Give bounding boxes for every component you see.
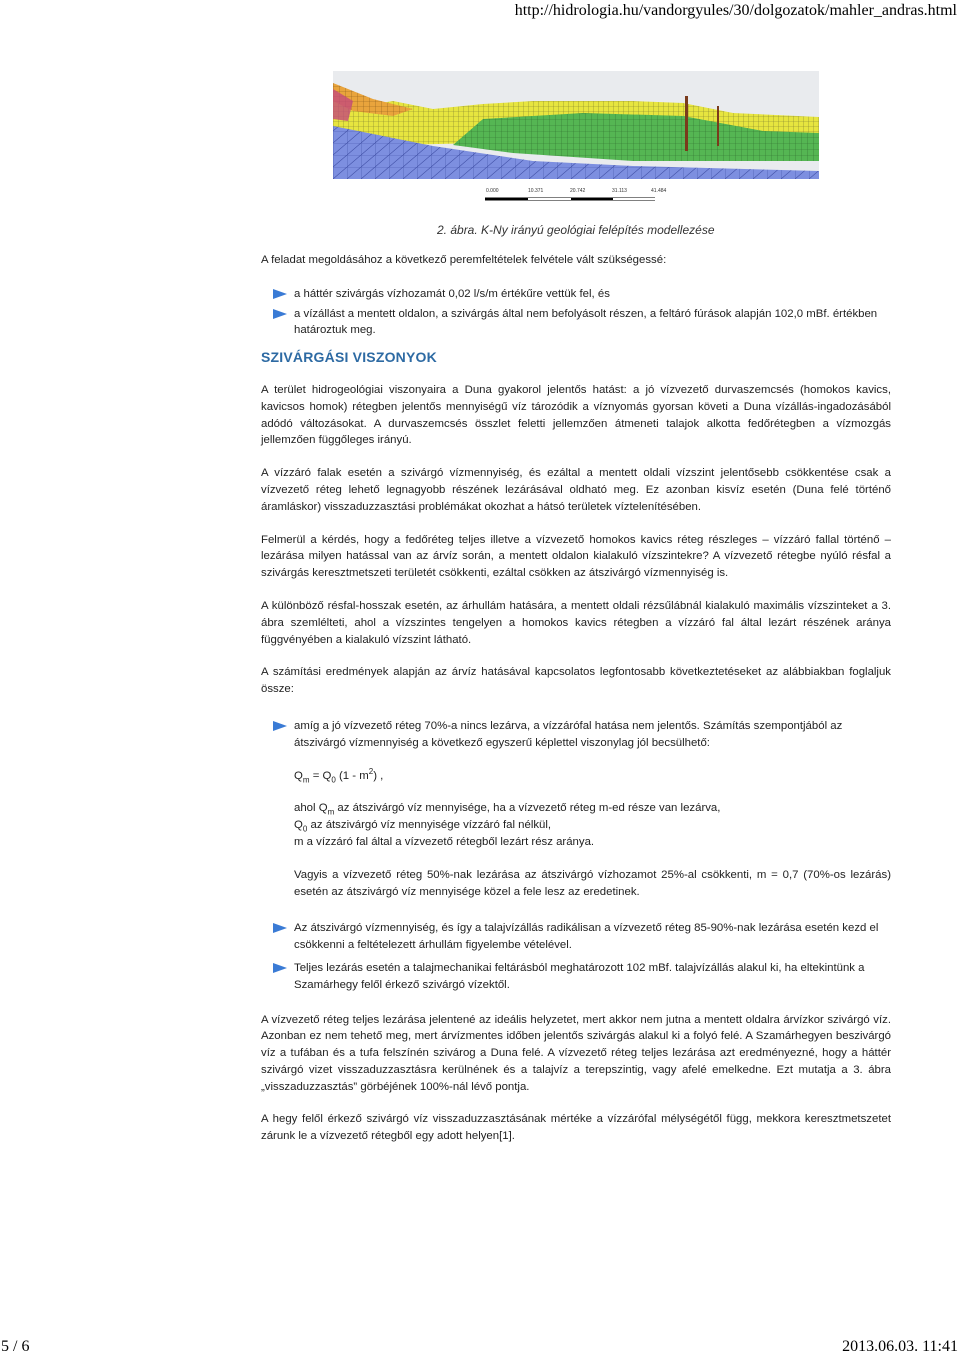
paragraph: Felmerül a kérdés, hogy a fedőréteg teljes illetve a vízvezető homokos kavics réteg részleges – vízzáró fallal történő – lezárása milyen hatással van az árvíz során, a mentett oldalon kialakuló vízszintekre? A vízvezető rétegbe nyúló résfal a szivárgás keresztmetszeti területét csökkenti, ezáltal csökken az átszivárgó vízmennyiség is. bbox=[261, 533, 891, 580]
figure-caption: 2. ábra. K-Ny irányú geológiai felépítés modellezése bbox=[437, 223, 715, 237]
scale-label: 20.742 bbox=[570, 188, 586, 194]
paragraph: A terület hidrogeológiai viszonyaira a Duna gyakorol jelentős hatást: a jó vízvezető durvaszemcsés (homokos kavics, kavicsos homok) rétegben jelentős mennyiségű víz tározódik a víznyomás gyorsan követi a Duna vízállás-ingadozásából adódó változásokat. A durvaszemcsés összlet feletti jellemzően átmeneti talajok alkotta fedőrétegben a vízmozgás jellemzően függőleges irányú. bbox=[261, 383, 891, 447]
mesh-illustration bbox=[333, 71, 819, 219]
intro-paragraph: A feladat megoldásához a következő peremfeltételek felvétele vált szükségessé: bbox=[261, 254, 667, 266]
document-body bbox=[261, 252, 891, 1145]
page-number: 5 / 6 bbox=[1, 1338, 30, 1355]
legend-line: $Q_0$ az átszivárgó víz mennyisége vízzáró fal nélkül, bbox=[294, 819, 552, 834]
list-item: a háttér szivárgás vízhozamát 0,02 l/s/m értékűre vettük fel, és bbox=[261, 286, 891, 303]
boundary-conditions-list bbox=[261, 286, 891, 339]
list-item: Az átszivárgó vízmennyiség, és így a talajvízállás radikálisan a vízvezető réteg 85-90%-nak lezárása esetén kezd el csökkenni a feltételezett árhullám figyelembe vételével. bbox=[261, 920, 891, 954]
paragraph: A hegy felől érkező szivárgó víz visszaduzzasztásának mértéke a vízzárófal mélységétől függ, mekkora keresztmetszetet zárunk le a vízvezető rétegből egy adott helyen[1]. bbox=[261, 1113, 891, 1143]
scale-label: 0.000 bbox=[486, 188, 499, 194]
paragraph: A különböző résfal-hosszak esetén, az árhullám hatására, a mentett oldali rézsűlábnál kialakuló maximális vízszinteket a 3. ábra szemlélteti, ahol a vízszintes tengelyen a homokos kavics rétegben a vízzáró fal által lezárt részének aránya függvényében a kialakuló vízszint látható. bbox=[261, 599, 891, 646]
legend-line: ahol $Q_m$ az átszivárgó víz mennyisége, ha a vízvezető réteg m-ed része van lezárva, bbox=[294, 802, 721, 817]
geology-model-figure bbox=[333, 71, 819, 219]
formula: $Q_m = Q_0$ $(1 - m^2)$ , bbox=[294, 766, 384, 784]
results-list bbox=[261, 718, 891, 752]
example-paragraph: Vagyis a vízvezető réteg 50%-nak lezárása az átszivárgó vízhozamot 25%-al csökkenti, m = 0,7 (70%-os lezárás) esetén az átszivárgó víz mennyisége közel a fele lesz az eredetinek. bbox=[294, 868, 891, 898]
list-item: a vízállást a mentett oldalon, a szivárgás által nem befolyásolt részen, a feltáró fúrások alapján 102,0 mBf. értékben határoztuk meg. bbox=[261, 306, 891, 340]
bullet-arrow-icon bbox=[272, 288, 288, 300]
bullet-arrow-icon bbox=[272, 962, 288, 974]
paragraph: A számítási eredmények alapján az árvíz hatásával kapcsolatos legfontosabb következtetéseket az alábbiakban foglaljuk össze: bbox=[261, 666, 891, 696]
formula-legend bbox=[261, 800, 891, 850]
scale-label: 10.371 bbox=[528, 188, 544, 194]
print-datetime: 2013.06.03. 11:41 bbox=[842, 1338, 958, 1355]
list-item: Teljes lezárás esetén a talajmechanikai feltárásból meghatározott 102 mBf. talajvízállás alakul ki, ha eltekintünk a Szamárhegy felől érkező szivárgó vízektől. bbox=[261, 960, 891, 994]
bullet-arrow-icon bbox=[272, 308, 288, 320]
list-item: amíg a jó vízvezető réteg 70%-a nincs lezárva, a vízzárófal hatása nem jelentős. Számítás szempontjából az átszivárgó vízmennyiség a következő egyszerű képlettel viszonylag jól becsülhető: bbox=[261, 718, 891, 752]
section-heading: SZIVÁRGÁSI VISZONYOK bbox=[261, 349, 437, 366]
legend-line: m a vízzáró fal által a vízvezető rétegből lezárt rész aránya. bbox=[294, 835, 595, 848]
bullet-arrow-icon bbox=[272, 720, 288, 732]
scale-label: 31.113 bbox=[612, 188, 627, 194]
paragraph: A vízvezető réteg teljes lezárása jelentené az ideális helyzetet, mert akkor nem jutna a mentett oldalra árvízkor szivárgó víz. Azonban ez nem tehető meg, mert árvízmentes időben jelentős szivárgás alakul ki a folyó felé. A Szamárhegyen beszivárgó víz a tufában és a tufa felszínén szivárog a Duna felé. A vízvezető réteg teljes lezárása azt eredményezné, hogy a háttér szivárgó vizet visszaduzzasztásra kerülnének és a talajvíz a terepszintig, vagy afelé emelkedne. Ezt mutatja a 3. ábra „visszaduzzasztás” görbéjének 100%-nál lévő pontja. bbox=[261, 1013, 891, 1093]
page-url: http://hidrologia.hu/vandorgyules/30/dolgozatok/mahler_andras.html bbox=[514, 2, 957, 19]
results-list-continued bbox=[261, 920, 891, 993]
wall-mark bbox=[685, 96, 688, 151]
scale-label: 41.484 bbox=[651, 188, 667, 194]
paragraph: A vízzáró falak esetén a szivárgó vízmennyiség, és ezáltal a mentett oldali vízszint jelentősebb csökkentése csak a vízvezető réteg lehető legnagyobb részének lezárásával oldható meg. Ez azonban kisvíz esetén (Duna felé történő áramláskor) visszaduzzasztási problémákat okozhat a hátsó területek víztelenítésében. bbox=[261, 467, 891, 513]
wall-mark bbox=[717, 106, 719, 146]
bullet-arrow-icon bbox=[272, 922, 288, 934]
